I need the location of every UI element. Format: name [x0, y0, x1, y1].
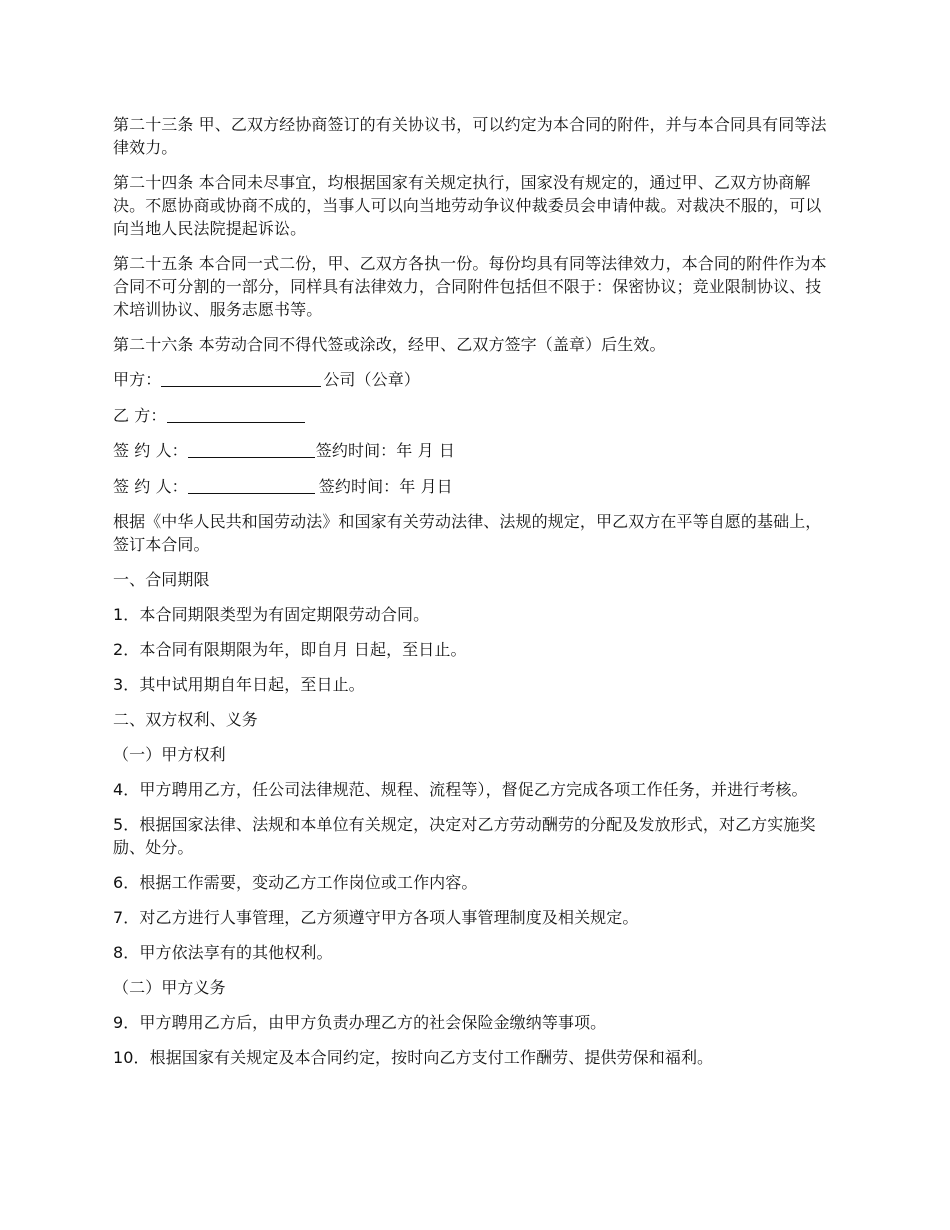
subheading-party-a-rights: （一）甲方权利 [113, 745, 226, 764]
subheading-party-a-duties: （二）甲方义务 [113, 978, 226, 997]
section-heading-term: 一、合同期限 [113, 570, 210, 589]
clause-5: 5．根据国家法律、法规和本单位有关规定，决定对乙方劳动酬劳的分配及发放形式，对乙方实施奖励、处分。 [113, 815, 816, 857]
preamble: 根据《中华人民共和国劳动法》和国家有关劳动法律、法规的规定，甲乙双方在平等自愿的基础上，签订本合同。 [113, 512, 822, 554]
clause-4: 4．甲方聘用乙方，任公司法律规范、规程、流程等），督促乙方完成各项工作任务，并进行考核。 [113, 780, 808, 799]
signer-1-line [113, 439, 837, 462]
party-a-blank [161, 370, 321, 387]
party-a-label: 甲方： [113, 370, 162, 389]
party-b-line [113, 404, 837, 427]
article-23: 第二十三条 甲、乙双方经协商签订的有关协议书，可以约定为本合同的附件，并与本合同具有同等法律效力。 [113, 115, 827, 157]
signer-2-line [113, 475, 837, 498]
signer-1-label: 签 约 人： [113, 441, 188, 460]
party-a-suffix: 公司（公章） [323, 370, 420, 389]
article-26: 第二十六条 本劳动合同不得代签或涂改，经甲、乙双方签字（盖章）后生效。 [113, 335, 666, 354]
clause-7: 7．对乙方进行人事管理，乙方须遵守甲方各项人事管理制度及相关规定。 [113, 908, 639, 927]
clause-8: 8．甲方依法享有的其他权利。 [113, 943, 333, 962]
section-heading-rights: 二、双方权利、义务 [113, 710, 258, 729]
signer-1-blank [188, 441, 315, 458]
signer-2-blank [188, 477, 315, 494]
clause-9: 9．甲方聘用乙方后，由甲方负责办理乙方的社会保险金缴纳等事项。 [113, 1013, 607, 1032]
article-25: 第二十五条 本合同一式二份，甲、乙双方各执一份。每份均具有同等法律效力，本合同的附件作为本合同不可分割的一部分，同样具有法律效力，合同附件包括但不限于：保密协议；竞业限制协议、技术培训协议、服务志愿书等。 [113, 254, 827, 319]
clause-1: 1．本合同期限类型为有固定期限劳动合同。 [113, 605, 430, 624]
clause-6: 6．根据工作需要，变动乙方工作岗位或工作内容。 [113, 873, 478, 892]
party-b-blank [167, 406, 305, 423]
party-b-label: 乙 方： [113, 405, 167, 425]
clause-10: 10．根据国家有关规定及本合同约定，按时向乙方支付工作酬劳、提供劳保和福利。 [113, 1048, 714, 1067]
signer-2-label: 签 约 人： [113, 476, 188, 496]
document-content [113, 113, 837, 1081]
party-a-line [113, 368, 837, 391]
clause-2: 2．本合同有限期限为年，即自月 日起，至日止。 [113, 640, 467, 659]
clause-3: 3．其中试用期自年日起，至日止。 [113, 675, 365, 694]
article-24: 第二十四条 本合同未尽事宜，均根据国家有关规定执行，国家没有规定的，通过甲、乙双方协商解决。不愿协商或协商不成的，当事人可以向当地劳动争议仲裁委员会申请仲裁。对裁决不服的，可以向当地人民法院提起诉讼。 [113, 173, 822, 238]
signer-1-time: 签约时间：年 月 日 [315, 441, 455, 460]
signer-2-time: 签约时间：年 月日 [318, 476, 453, 496]
